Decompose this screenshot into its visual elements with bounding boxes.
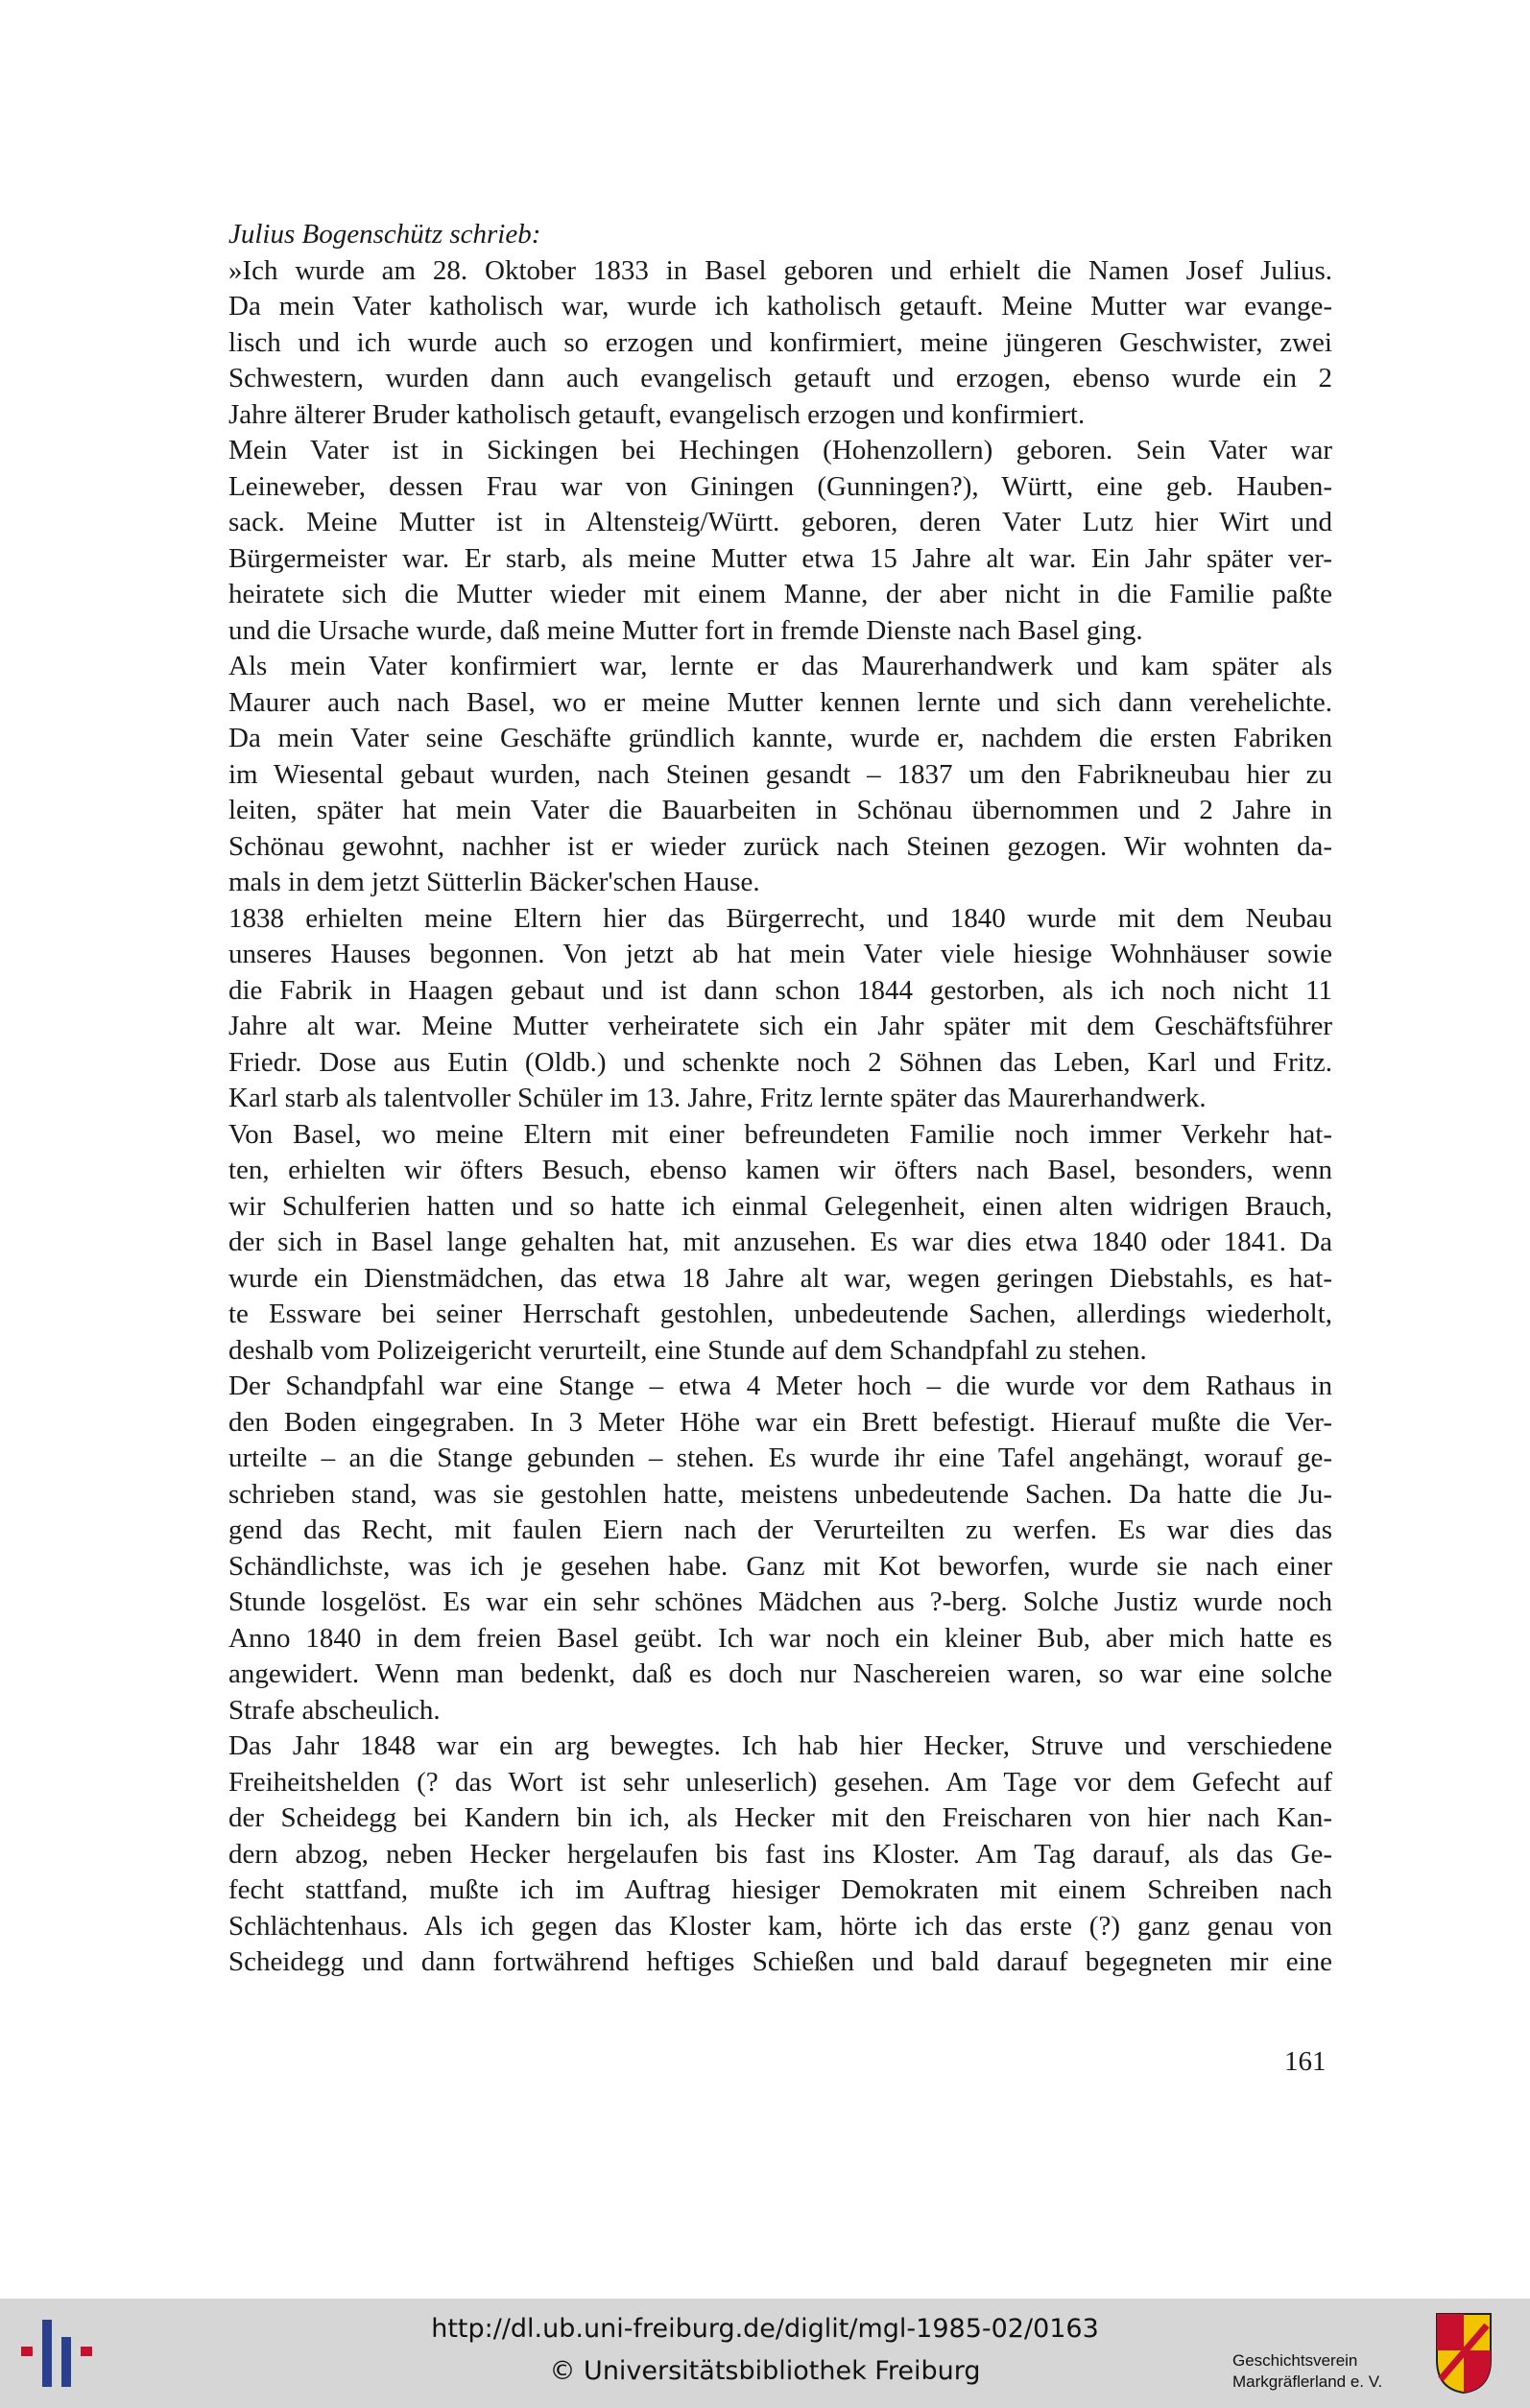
text-line: im Wiesental gebaut wurden, nach Steinen gesandt – 1837 um den Fabrikneubau hier zu [228, 758, 1332, 790]
section-heading: Julius Bogenschütz schrieb: [228, 219, 541, 250]
text-line: Anno 1840 in dem freien Basel geübt. Ich war noch ein kleiner Bub, aber mich hatte es [228, 1622, 1332, 1654]
document-link[interactable]: http://dl.ub.uni-freiburg.de/diglit/mgl-1985-02/0163 [431, 2314, 1099, 2344]
text-line: Das Jahr 1848 war ein arg bewegtes. Ich hab hier Hecker, Struve und verschiedene [228, 1730, 1332, 1761]
text-line: Schwestern, wurden dann auch evangelisch getauft und erzogen, ebenso wurde ein 2 [228, 363, 1332, 393]
text-line: Stunde losgelöst. Es war ein sehr schönes Mädchen aus ?-berg. Solche Justiz wurde noch [228, 1586, 1332, 1617]
text-line: und die Ursache wurde, daß meine Mutter fort in fremde Dienste nach Basel ging. [228, 614, 1143, 646]
text-line: unseres Hauses begonnen. Von jetzt ab hat mein Vater viele hiesige Wohnhäuser sowie [228, 939, 1332, 969]
text-line: dern abzog, neben Hecker hergelaufen bis fast ins Kloster. Am Tag darauf, als das Ge- [228, 1838, 1332, 1870]
text-line: wurde ein Dienstmädchen, das etwa 18 Jahre alt war, wegen geringen Diebstahls, es hat- [228, 1262, 1332, 1294]
paragraph [200, 1369, 1332, 1729]
text-line: Friedr. Dose aus Eutin (Oldb.) und schenkte noch 2 Söhnen das Leben, Karl und Fritz. [228, 1046, 1332, 1078]
text-line: ten, erhielten wir öfters Besuch, ebenso kamen wir öfters nach Basel, besonders, wenn [228, 1155, 1332, 1185]
paragraph [200, 433, 1332, 649]
footer-bar [0, 2299, 1530, 2408]
text-line: die Fabrik in Haagen gebaut und ist dann schon 1844 gestorben, als ich noch nicht 11 [228, 974, 1332, 1006]
text-line: te Essware bei seiner Herrschaft gestohlen, unbedeutende Sachen, allerdings wiederholt, [228, 1299, 1332, 1329]
text-line: gend das Recht, mit faulen Eiern nach der Verurteilten zu werfen. Es war dies das [228, 1514, 1332, 1545]
text-line: heiratete sich die Mutter wieder mit einem Manne, der aber nicht in die Familie paßte [228, 579, 1332, 609]
text-line: angewidert. Wenn man bedenkt, daß es doch nur Naschereien waren, so war eine solche [228, 1658, 1332, 1689]
page-number: 161 [1284, 2046, 1327, 2077]
text-line: lisch und ich wurde auch so erzogen und konfirmiert, meine jüngeren Geschwister, zwei [228, 326, 1332, 358]
organization-line-2: Markgräflerland e. V. [1232, 2372, 1383, 2391]
text-line: der sich in Basel lange gehalten hat, mit anzusehen. Es war dies etwa 1840 oder 1841. Da [228, 1227, 1332, 1257]
text-line: Scheidegg und dann fortwährend heftiges Schießen und bald darauf begegneten mir eine [228, 1946, 1332, 1977]
text-line: wir Schulferien hatten und so hatte ich einmal Gelegenheit, einen alten widrigen Brauch, [228, 1190, 1332, 1222]
paragraph [200, 1117, 1332, 1370]
text-line: »Ich wurde am 28. Oktober 1833 in Basel geboren und erhielt die Namen Josef Julius. [228, 254, 1332, 286]
organization-line-1: Geschichtsverein [1232, 2351, 1358, 2370]
text-line: deshalb vom Polizeigericht verurteilt, eine Stunde auf dem Schandpfahl zu stehen. [228, 1334, 1147, 1366]
text-line: Jahre älterer Bruder katholisch getauft, evangelisch erzogen und konfirmiert. [228, 398, 1086, 430]
text-line: schrieben stand, was sie gestohlen hatte, meistens unbedeutende Sachen. Da hatte die Ju- [228, 1478, 1332, 1510]
text-line: Mein Vater ist in Sickingen bei Hechingen (Hohenzollern) geboren. Sein Vater war [228, 435, 1332, 465]
body-text [200, 217, 1332, 1981]
text-line: Leineweber, dessen Frau war von Giningen (Gunningen?), Württ, eine geb. Hauben- [228, 470, 1332, 502]
text-line: Als mein Vater konfirmiert war, lernte er das Maurerhandwerk und kam später als [228, 651, 1332, 681]
text-line: den Boden eingegraben. In 3 Meter Höhe war ein Brett befestigt. Hierauf mußte die Ver- [228, 1406, 1332, 1438]
text-line: Der Schandpfahl war eine Stange – etwa 4 Meter hoch – die wurde vor dem Rathaus in [228, 1371, 1332, 1401]
text-line: Jahre alt war. Meine Mutter verheiratete sich ein Jahr später mit dem Geschäftsführer [228, 1011, 1332, 1041]
text-line: urteilte – an die Stange gebunden – stehen. Es wurde ihr eine Tafel angehängt, worauf ge- [228, 1442, 1332, 1473]
text-line: Schlächtenhaus. Als ich gegen das Kloster kam, hörte ich das erste (?) ganz genau von [228, 1910, 1332, 1942]
paragraph [200, 1729, 1332, 1981]
paragraph [200, 253, 1332, 434]
text-line: sack. Meine Mutter ist in Altensteig/Württ. geboren, deren Vater Lutz hier Wirt und [228, 507, 1332, 537]
text-line: Strafe abscheulich. [228, 1694, 441, 1726]
text-line: Karl starb als talentvoller Schüler im 13. Jahre, Fritz lernte später das Maurerhandwerk. [228, 1083, 1207, 1113]
text-line: Da mein Vater katholisch war, wurde ich katholisch getauft. Meine Mutter war evange- [228, 291, 1332, 322]
paragraph [200, 649, 1332, 901]
text-line: Schönau gewohnt, nachher ist er wieder zurück nach Steinen gezogen. Wir wohnten da- [228, 830, 1332, 862]
text-line: Schändlichste, was ich je gesehen habe. Ganz mit Kot beworfen, wurde sie nach einer [228, 1550, 1332, 1582]
text-line: Maurer auch nach Basel, wo er meine Mutter kennen lernte und sich dann verehelichte. [228, 686, 1332, 718]
text-line: fecht stattfand, mußte ich im Auftrag hiesiger Demokraten mit einem Schreiben nach [228, 1874, 1332, 1905]
text-line: mals in dem jetzt Sütterlin Bäcker'schen Hause. [228, 867, 760, 897]
paragraph [200, 901, 1332, 1117]
text-line: Bürgermeister war. Er starb, als meine Mutter etwa 15 Jahre alt war. Ein Jahr später ver- [228, 542, 1332, 574]
text-line: der Scheidegg bei Kandern bin ich, als Hecker mit den Freischaren von hier nach Kan- [228, 1802, 1332, 1833]
organization-name [1232, 2350, 1382, 2393]
text-line: leiten, später hat mein Vater die Bauarbeiten in Schönau übernommen und 2 Jahre in [228, 795, 1332, 825]
copyright-text: © Universitätsbibliothek Freiburg [549, 2356, 981, 2386]
text-line: 1838 erhielten meine Eltern hier das Bürgerrecht, und 1840 wurde mit dem Neubau [228, 902, 1332, 934]
coat-of-arms-icon [1435, 2312, 1493, 2395]
text-line: Von Basel, wo meine Eltern mit einer befreundeten Familie noch immer Verkehr hat- [228, 1118, 1332, 1150]
text-line: Freiheitshelden (? das Wort ist sehr unleserlich) gesehen. Am Tage vor dem Gefecht auf [228, 1766, 1332, 1798]
text-line: Da mein Vater seine Geschäfte gründlich kannte, wurde er, nachdem die ersten Fabriken [228, 723, 1332, 753]
